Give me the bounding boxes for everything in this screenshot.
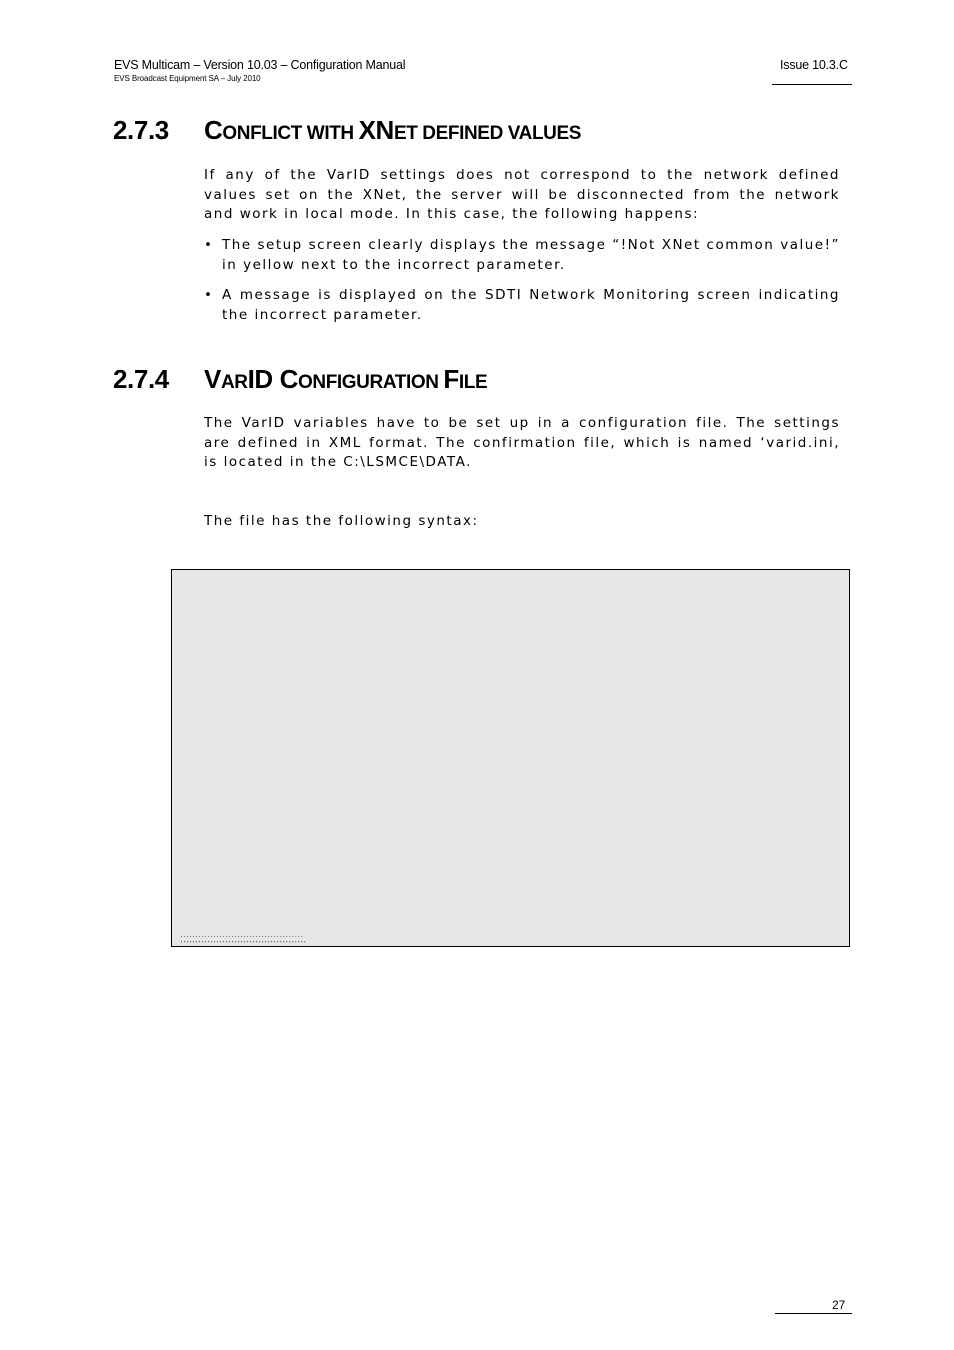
header-issue: Issue 10.3.C [780, 58, 848, 72]
code-sample-box [171, 569, 850, 947]
section-number: 2.7.4 [113, 364, 169, 394]
code-line: ,,,,,,,,,,,,,,,,,,,,,,,,,,,,,,,,,,,,,,,,,, [180, 938, 307, 944]
list-item-text: A message is displayed on the SDTI Network Monitoring screen indicating the incorrect parameter. [222, 287, 840, 323]
heading-part: ONFIGURATION [298, 372, 444, 393]
heading-part: ET DEFINED VALUES [393, 123, 582, 144]
code-sample-text [180, 934, 306, 944]
list-item [204, 236, 840, 275]
footer-rule [775, 1313, 852, 1314]
header-subtitle: EVS Broadcast Equipment SA – July 2010 [114, 74, 261, 83]
bullet-icon: • [204, 237, 212, 253]
header-rule [772, 84, 852, 85]
heading-part: V [204, 364, 221, 394]
section-heading-2-7-3 [113, 115, 581, 146]
heading-part: ONFLICT WITH [222, 123, 359, 144]
header-title: EVS Multicam – Version 10.03 – Configuration Manual [114, 58, 406, 72]
code-line: ......................................... [180, 933, 304, 939]
list-item [204, 286, 840, 325]
heading-part: XN [358, 115, 394, 145]
syntax-intro-paragraph: The file has the following syntax: [204, 513, 479, 529]
heading-part: AR [220, 372, 248, 393]
heading-part: ID C [247, 364, 299, 394]
list-item-text: The setup screen clearly displays the message “!Not XNet common value!” in yellow next to the incorrect parameter. [222, 237, 840, 273]
heading-part: ILE [458, 372, 488, 393]
heading-part: C [204, 115, 223, 145]
page-number: 27 [832, 1298, 846, 1312]
bullet-icon: • [204, 287, 212, 303]
config-description-paragraph: The VarID variables have to be set up in a configuration file. The settings are defined in XML format. The confirmation file, which is named ‘varid.ini, is located in the C:\LSMCE\DATA. [204, 415, 840, 470]
section-intro-paragraph: If any of the VarID settings does not correspond to the network defined values set on the XNet, the server will be disconnected from the network and work in local mode. In this case, the following happens: [204, 167, 840, 222]
section-heading-2-7-4 [113, 364, 487, 395]
section-number: 2.7.3 [113, 115, 169, 145]
heading-part: F [443, 364, 459, 394]
